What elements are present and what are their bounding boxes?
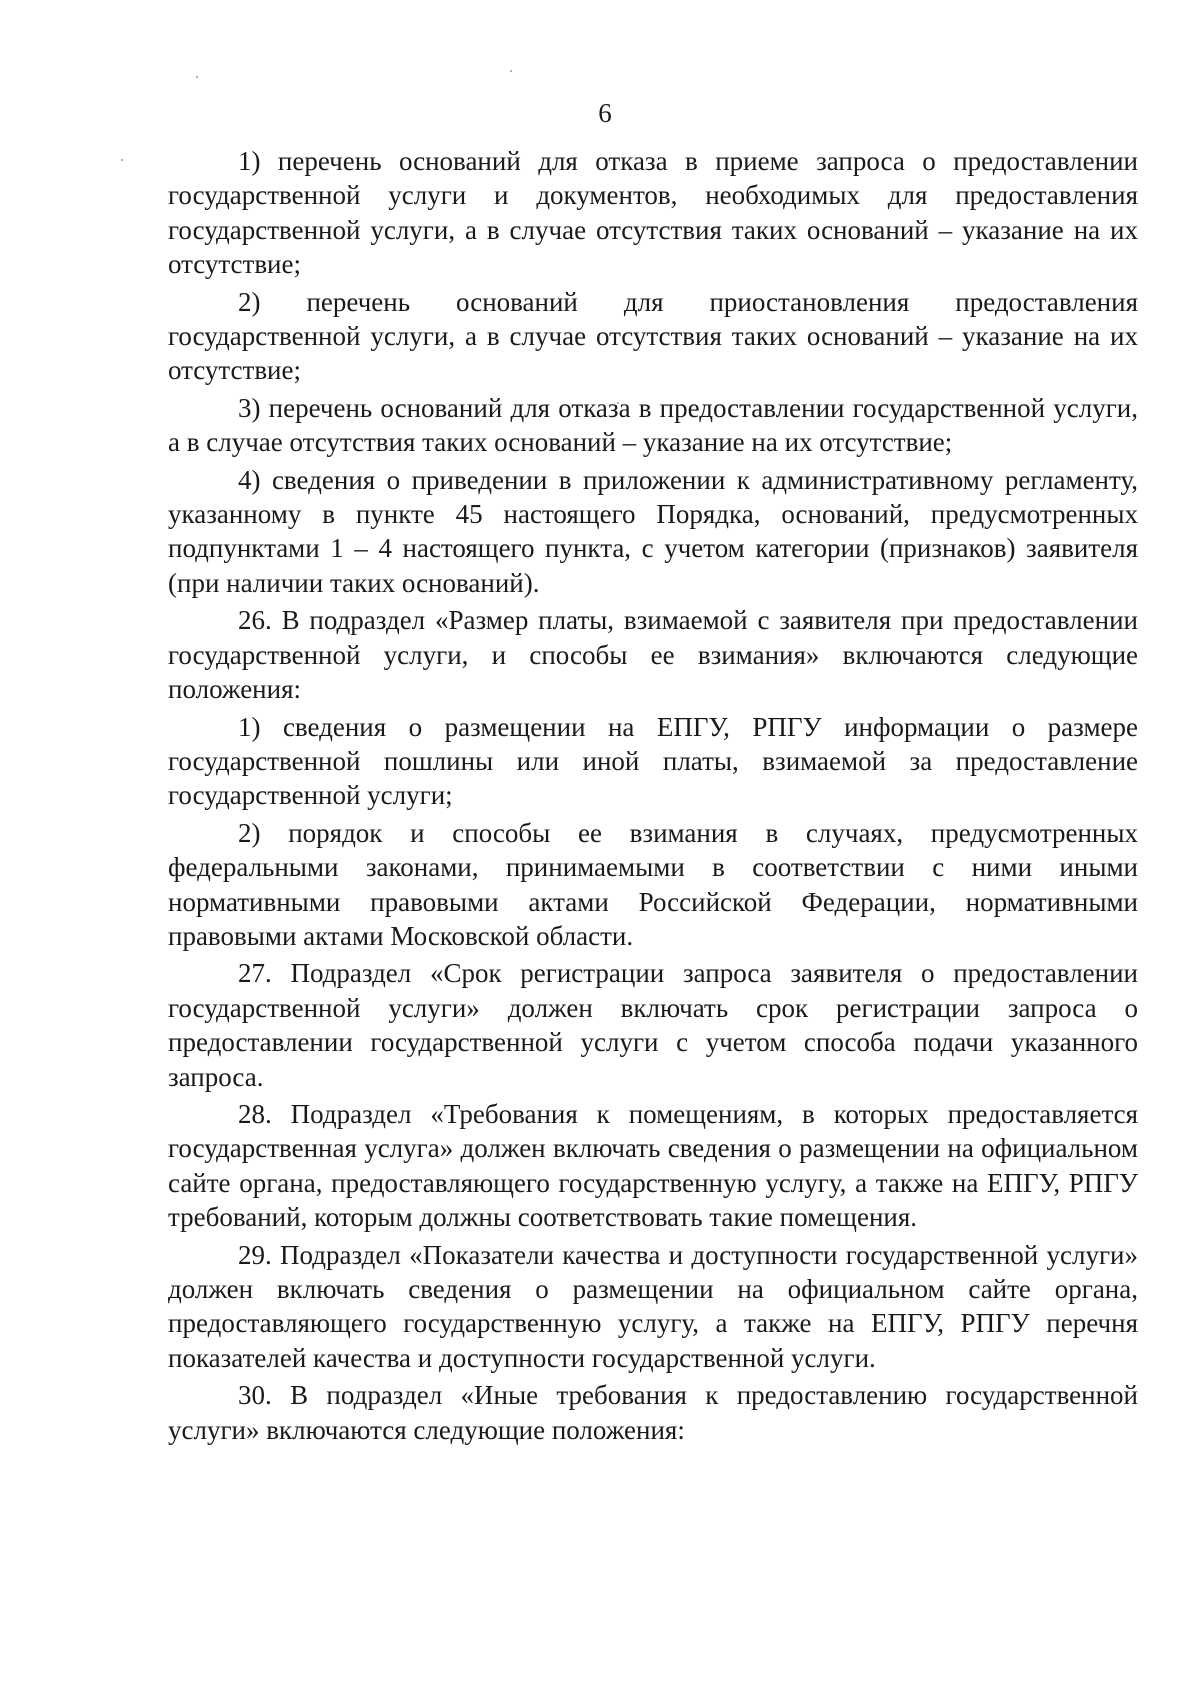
list-item-fee-collection: 2) порядок и способы ее взимания в случаях, предусмотренных федеральными законами, принимаемыми в соответствии с ними иными нормативными правовыми актами Российской Федерации, нормативными правовыми актами Московской области. xyxy=(168,817,1138,951)
clause-29: 29. Подраздел «Показатели качества и доступности государственной услуги» должен включать сведения о размещении на официальном сайте органа, предоставляющего государственную услугу, а также на ЕПГУ, РПГУ перечня показателей качества и доступности государственной услуги. xyxy=(168,1239,1138,1373)
list-item-denial-grounds: 3) перечень оснований для отказа в предоставлении государственной услуги, а в случае отсутствия таких оснований – указание на их отсутствие; xyxy=(168,392,1138,458)
clause-30: 30. В подраздел «Иные требования к предоставлению государственной услуги» включаются следующие положения: xyxy=(168,1380,1138,1445)
clause-28: 28. Подраздел «Требования к помещениям, в которых предоставляется государственная услуга» должен включать сведения о размещении на официальном сайте органа, предоставляющего государственную услугу, а также на ЕПГУ, РПГУ требований, которым должны соответствовать такие помещения. xyxy=(168,1098,1138,1233)
clause-27: 27. Подраздел «Срок регистрации запроса заявителя о предоставлении государственной услуги» должен включать срок регистрации запроса о предоставлении государственной услуги с учетом способа подачи указанного запроса. xyxy=(168,958,1138,1092)
list-item-refusal-grounds: 1) перечень оснований для отказа в приеме запроса о предоставлении государственной услуги и документов, необходимых для предоставления государственной услуги, а в случае отсутствия таких оснований – указание на их отсутствие; xyxy=(168,146,1138,280)
page-number: 6 xyxy=(598,98,612,128)
scan-speck xyxy=(121,159,123,161)
list-item-applicant-category: 4) сведения о приведении в приложении к административному регламенту, указанному в пункте 45 настоящего Порядка, оснований, предусмотренных подпунктами 1 – 4 настоящего пункта, с учетом категории (признаков) заявителя (при наличии таких оснований). xyxy=(168,464,1138,598)
list-item-fee-info: 1) сведения о размещении на ЕПГУ, РПГУ информации о размере государственной пошлины или иной платы, взимаемой за предоставление государственной услуги; xyxy=(168,711,1138,811)
document-body xyxy=(168,144,1138,1450)
scan-speck xyxy=(510,70,512,72)
clause-26: 26. В подраздел «Размер платы, взимаемой с заявителя при предоставлении государственной услуги, и способы ее взимания» включаются следующие положения: xyxy=(168,605,1138,705)
scan-speck xyxy=(196,76,198,78)
list-item-suspension-grounds: 2) перечень оснований для приостановления предоставления государственной услуги, а в случае отсутствия таких оснований – указание на их отсутствие; xyxy=(168,286,1138,386)
